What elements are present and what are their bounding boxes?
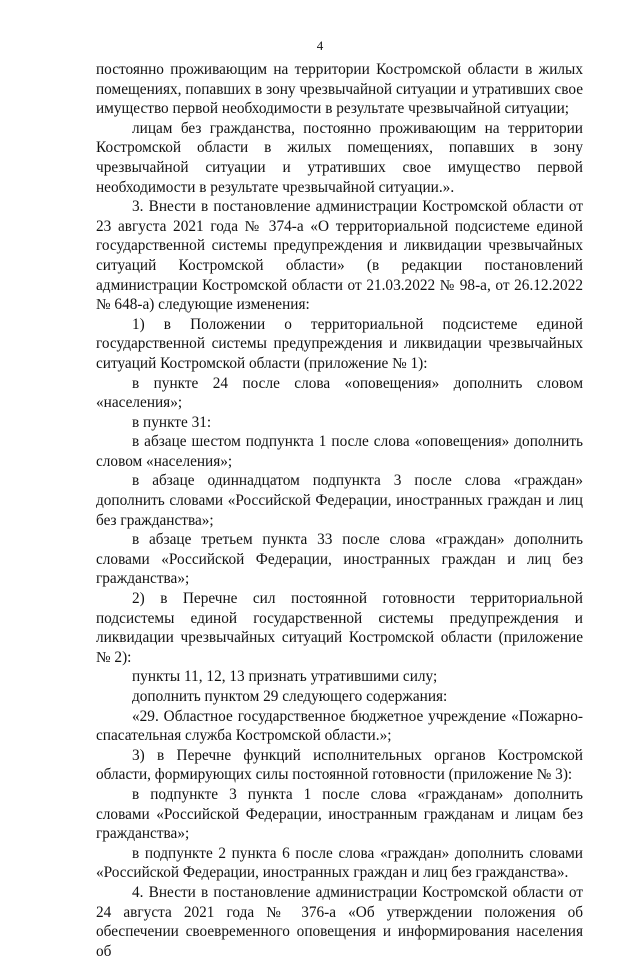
page-number: 4 [316, 38, 324, 53]
paragraph-point-1-sub-3: в подпункте 3 пункта 1 после слова «гражданам» дополнить словами «Российской Федерации, иностранным гражданам и лицам без гражданства»; [96, 785, 583, 843]
paragraph-subitem-1: 1) в Положении о территориальной подсистеме единой государственной системы предупреждения и ликвидации чрезвычайных ситуаций Костромской области (приложение № 1): [96, 315, 583, 372]
document-body [96, 60, 583, 961]
paragraph-point-33: в абзаце третьем пункта 33 после слова «граждан» дополнить словами «Российской Федерации, иностранных граждан и лиц без гражданства»; [96, 531, 583, 588]
paragraph-abzac-11: в абзаце одиннадцатом подпункта 3 после слова «граждан» дополнить словами «Российской Федерации, иностранных граждан и лиц без гражданства»; [96, 472, 583, 529]
paragraph-point-6-sub-2: в подпункте 2 пункта 6 после слова «граждан» дополнить словами «Российской Федерации, иностранных граждан и лиц без гражданства». [96, 844, 583, 882]
paragraph-points-11-13: пункты 11, 12, 13 признать утратившими силу; [132, 668, 438, 686]
paragraph-subitem-2: 2) в Перечне сил постоянной готовности территориальной подсистемы единой государственной системы предупреждения и ликвидации чрезвычайных ситуаций Костромской области (приложение № 2): [96, 590, 583, 666]
paragraph-subitem-3: 3) в Перечне функций исполнительных органов Костромской области, формирующих силы постоянной готовности (приложение № 3): [96, 746, 583, 784]
paragraph-point-29-text: «29. Областное государственное бюджетное учреждение «Пожарно-спасательная служба Костромской области.»; [96, 707, 583, 745]
paragraph-point-24: в пункте 24 после слова «оповещения» дополнить словом «населения»; [96, 374, 583, 412]
paragraph-stateless-persons: лицам без гражданства, постоянно проживающим на территории Костромской области в жилых помещениях, попавших в зону чрезвычайной ситуации и утративших свое имущество первой необходимости в результате чрезвычайной ситуации.». [96, 119, 583, 196]
paragraph-point-31: в пункте 31: [132, 413, 212, 431]
paragraph-item-4: 4. Внести в постановление администрации Костромской области от 24 августа 2021 года № 376-а «Об утверждении положения об обеспечении своевременного оповещения и информирования населения об [96, 883, 583, 960]
paragraph-continuation: постоянно проживающим на территории Костромской области в жилых помещениях, попавших в зону чрезвычайной ситуации и утративших свое имущество первой необходимости в результате чрезвычайной ситуации; [96, 61, 583, 118]
paragraph-item-3: 3. Внести в постановление администрации Костромской области от 23 августа 2021 года № 374-а «О территориальной подсистеме единой государственной системы предупреждения и ликвидации чрезвычайных ситуаций Костромской области» (в редакции постановлений администрации Костромской области от 21.03.2022 № 98-а, от 26.12.2022 № 648-а) следующие изменения: [96, 198, 583, 314]
paragraph-add-point-29: дополнить пунктом 29 следующего содержания: [132, 688, 448, 705]
paragraph-abzac-6: в абзаце шестом подпункта 1 после слова «оповещения» дополнить словом «населения»; [96, 433, 583, 470]
